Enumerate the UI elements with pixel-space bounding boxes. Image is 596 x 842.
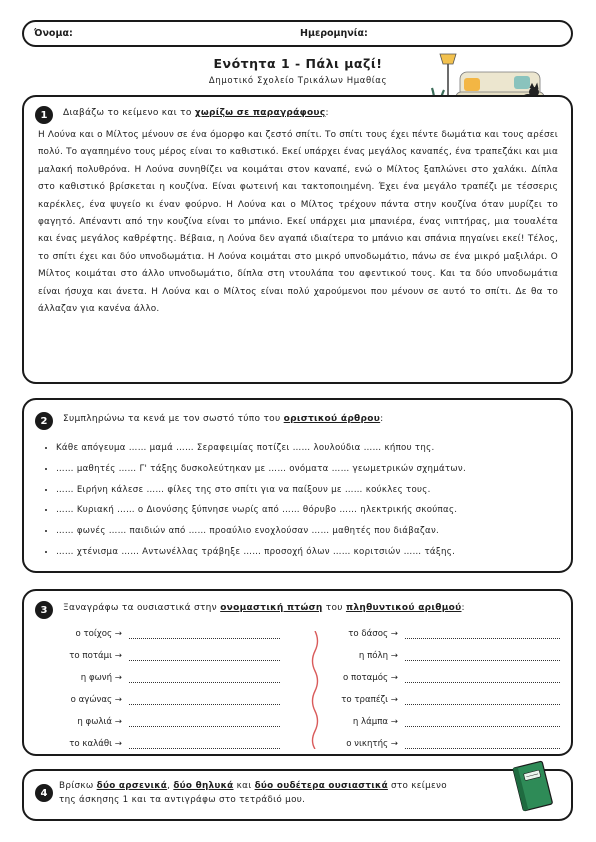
fill-blanks-list [42, 438, 466, 563]
plural-row[interactable]: ο αγώνας → [44, 695, 280, 705]
answer-line[interactable] [129, 651, 280, 661]
plural-row[interactable]: το ποτάμι → [44, 651, 280, 661]
reading-text: Η Λούνα και ο Μίλτος μένουν σε ένα όμορφο και ζεστό σπίτι. Το σπίτι τους έχει πέντε δωμάτια και τους αρέσει πολύ. Το αγαπημένο τους μέρος είναι το καθιστικό. Εκεί υπάρχει ένας μεγάλος καναπές, ένα τραπεζάκι και μια μαλακή πολυθρόνα. Η Λούνα συνηθίζει να κοιμάται στον καναπέ, ενώ ο Μίλτος ξαπλώνει στο χαλάκι. Δίπλα στο καθιστικό βρίσκεται η κουζίνα. Είναι φωτεινή και τακτοποιημένη. Έχει ένα μεγάλο τραπέζι με τέσσερις καρέκλες, ένα ψυγείο κι έναν φούρνο. Η Λούνα και ο Μίλτος τρέχουν πάντα στην κουζίνα όταν μυρίζει το φαγητό. Απέναντι από την κουζίνα είναι το μπάνιο. Εκεί υπάρχει μια μπανιέρα, ένας νιπτήρας, μια τουαλέτα και ένας μεγάλος καθρέφτης. Βέβαια, η Λούνα δεν αγαπά ιδιαίτερα το μπάνιο και σπάνια πηγαίνει εκεί! Τέλος, το σπίτι έχει και δύο υπνοδωμάτια. Η Λούνα κοιμάται στο μικρό υπνοδωμάτιο, πάνω σε ένα μικρό μαξιλάρι. Ο Μίλτος κοιμάται στο άλλο υπνοδωμάτιο, δίπλα στη ντουλάπα του αφεντικού τους. Και τα δύο υπνοδωμάτια είναι ήσυχα και άνετα. Η Λούνα και ο Μίλτος είναι πολύ χαρούμενοι που μένουν σε αυτό το σπίτι. Δε θα το άλλαζαν για κανένα άλλο. [38, 130, 558, 315]
answer-line[interactable] [405, 673, 560, 683]
plural-row[interactable]: το καλάθι → [44, 739, 280, 749]
date-label: Ημερομηνία: [300, 28, 368, 39]
exercise-4-number: 4 [35, 784, 53, 802]
plural-row[interactable]: ο ποταμός → [336, 673, 560, 683]
plural-row[interactable]: το δάσος → [336, 629, 560, 639]
page-subtitle: Δημοτικό Σχολείο Τρικάλων Ημαθίας [208, 76, 388, 86]
answer-line[interactable] [129, 629, 280, 639]
exercise-2-box [22, 398, 573, 573]
squiggle-divider [309, 631, 321, 749]
plural-row[interactable]: ο νικητής → [336, 739, 560, 749]
exercise-4-instruction: Βρίσκω δύο αρσενικά, δύο θηλυκά και δύο ουδέτερα ουσιαστικά στο κείμενο της άσκησης 1 και τα αντιγράφω στο τετράδιό μου. [59, 781, 447, 805]
exercise-2-number: 2 [35, 412, 53, 430]
page-title: Ενότητα 1 - Πάλι μαζί! [213, 56, 383, 71]
fill-blank-sentence[interactable]: • …… χτένισμα …… Αντωνέλλας τράβηξε …… προσοχή όλων …… κοριτσιών …… τάξης. [56, 542, 466, 563]
exercise-3-instruction: Ξαναγράφω τα ουσιαστικά στην ονομαστική πτώση του πληθυντικού αριθμού: [63, 603, 465, 613]
answer-line[interactable] [129, 673, 280, 683]
exercise-1-number: 1 [35, 106, 53, 124]
fill-blank-sentence[interactable]: • …… μαθητές …… Γ' τάξης δυσκολεύτηκαν με …… ονόματα …… γεωμετρικών σχημάτων. [56, 459, 466, 480]
answer-line[interactable] [405, 739, 560, 749]
exercise-3-number: 3 [35, 601, 53, 619]
answer-line[interactable] [129, 739, 280, 749]
plural-row[interactable]: η φωνή → [44, 673, 280, 683]
plural-row[interactable]: η φωλιά → [44, 717, 280, 727]
exercise-1-box [22, 95, 573, 384]
answer-line[interactable] [129, 717, 280, 727]
answer-line[interactable] [405, 695, 560, 705]
plural-row[interactable]: το τραπέζι → [336, 695, 560, 705]
exercise-4-box [22, 769, 573, 821]
exercise-2-instruction: Συμπληρώνω τα κενά με τον σωστό τύπο του οριστικού άρθρου: [63, 414, 384, 424]
answer-line[interactable] [129, 695, 280, 705]
answer-line[interactable] [405, 717, 560, 727]
plural-row[interactable]: ο τοίχος → [44, 629, 280, 639]
fill-blank-sentence[interactable]: • Κάθε απόγευμα …… μαμά …… Σεραφειμίας ποτίζει …… λουλούδια …… κήπου της. [56, 438, 466, 459]
exercise-3-box [22, 589, 573, 756]
exercise-1-instruction: Διαβάζω το κείμενο και το χωρίζω σε παραγράφους: [63, 108, 329, 118]
fill-blank-sentence[interactable]: • …… Ειρήνη κάλεσε …… φίλες της στο σπίτι για να παίξουν με …… κούκλες τους. [56, 480, 466, 501]
answer-line[interactable] [405, 651, 560, 661]
name-label: Όνομα: [34, 28, 73, 39]
notebook-icon [510, 758, 556, 816]
plural-row[interactable]: η λάμπα → [336, 717, 560, 727]
plural-row[interactable]: η πόλη → [336, 651, 560, 661]
fill-blank-sentence[interactable]: • …… φωνές …… παιδιών από …… προαύλιο ενοχλούσαν …… μαθητές που διάβαζαν. [56, 521, 466, 542]
header-box [22, 20, 573, 47]
answer-line[interactable] [405, 629, 560, 639]
fill-blank-sentence[interactable]: • …… Κυριακή …… ο Διονύσης ξύπνησε νωρίς από …… θόρυβο …… ηλεκτρικής σκούπας. [56, 500, 466, 521]
